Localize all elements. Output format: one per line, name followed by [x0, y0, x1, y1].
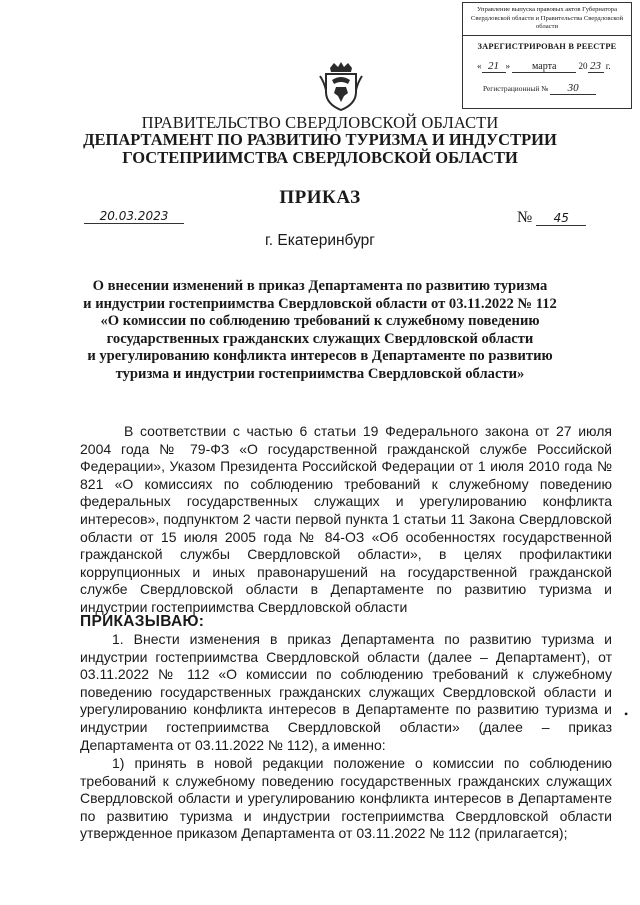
stamp-header: Управление выпуска правовых актов Губернатора Свердловской области и Правительства Свердловской области: [463, 3, 631, 36]
order-number-row: [517, 209, 586, 227]
stamp-reg-number-row: [483, 82, 631, 95]
stamp-date: « 21 » марта 20 23 г.: [477, 59, 611, 72]
order-number: 45: [536, 211, 586, 226]
stamp-year-prefix: 20: [578, 60, 588, 71]
stamp-month: марта: [512, 61, 576, 73]
title-line: О внесении изменений в приказ Департамента по развитию туризма: [92, 278, 548, 294]
margin-mark: •: [624, 707, 629, 721]
city: г. Екатеринбург: [265, 232, 375, 249]
preamble-paragraph: В соответствии с частью 6 статьи 19 Федерального закона от 27 июля 2004 года № 79-ФЗ «О государственной гражданской службе Российской Федерации», Указом Президента Российской Федерации от 1 июля 2010 года № 821 «О комиссиях по соблюдению требований к служебному поведению федеральных государственных служащих и урегулированию конфликта интересов», подпунктом 2 части первой пункта 1 статьи 11 Закона Свердловской области от 15 июля 2005 года № 84-ОЗ «Об особенностях государственной гражданской службы Свердловской области», в целях профилактики коррупционных и иных правонарушений на государственной гражданской службе Свердловской области в Департаменте по развитию туризма и индустрии гостеприимства Свердловской области: [80, 423, 612, 615]
title-line: туризма и индустрии гостеприимства Свердловской области»: [115, 365, 525, 382]
stamp-day: 21: [482, 60, 506, 73]
stamp-year-unit: г.: [605, 60, 611, 71]
department-name-line2: ГОСТЕПРИИМСТВА СВЕРДЛОВСКОЙ ОБЛАСТИ: [122, 148, 518, 167]
registration-stamp: [462, 2, 632, 109]
stamp-reg-label: Регистрационный №: [483, 83, 549, 93]
department-name-line1: ДЕПАРТАМЕНТ ПО РАЗВИТИЮ ТУРИЗМА И ИНДУСТРИИ: [83, 130, 557, 149]
coat-of-arms-icon: [318, 60, 364, 112]
title-line: и урегулированию конфликта интересов в Департаменте по развитию: [87, 348, 553, 365]
stamp-reg-number: 30: [550, 82, 596, 95]
government-name: ПРАВИТЕЛЬСТВО СВЕРДЛОВСКОЙ ОБЛАСТИ: [141, 113, 499, 132]
item-1-1-paragraph: 1) принять в новой редакции положение о комиссии по соблюдению требований к служебному поведению государственных гражданских служащих Свердловской области и урегулированию конфликта интересов в Департаменте по развитию туризма и индустрии гостеприимства Свердловской области утвержденное приказом Департамента от 03.11.2022 № 112 (прилагается);: [80, 755, 612, 842]
title-line: «О комиссии по соблюдению требований к служебному поведению: [100, 313, 540, 330]
doc-type-heading: ПРИКАЗ: [279, 187, 361, 208]
stamp-year-suffix: 23: [588, 60, 604, 73]
order-date: 20.03.2023: [84, 209, 184, 224]
number-label: №: [517, 209, 533, 226]
item-1-paragraph: 1. Внести изменения в приказ Департамента по развитию туризма и индустрии гостеприимства Свердловской области (далее – Департамент), от 03.11.2022 № 112 «О комиссии по соблюдению требований к служебному поведению государственных гражданских служащих Свердловской области и урегулированию конфликта интересов в Департаменте по развитию туризма и индустрии гостеприимства Свердловской области» (далее – приказ Департамента от 03.11.2022 № 112), а именно:: [80, 631, 612, 753]
title-line: государственных гражданских служащих Свердловской области: [106, 330, 534, 347]
title-line: и индустрии гостеприимства Свердловской области от 03.11.2022 № 112: [83, 295, 557, 312]
stamp-registered-label: ЗАРЕГИСТРИРОВАН В РЕЕСТРЕ: [477, 41, 617, 51]
department-name: [0, 131, 640, 167]
order-word: ПРИКАЗЫВАЮ:: [80, 613, 205, 630]
order-title: [0, 278, 640, 384]
